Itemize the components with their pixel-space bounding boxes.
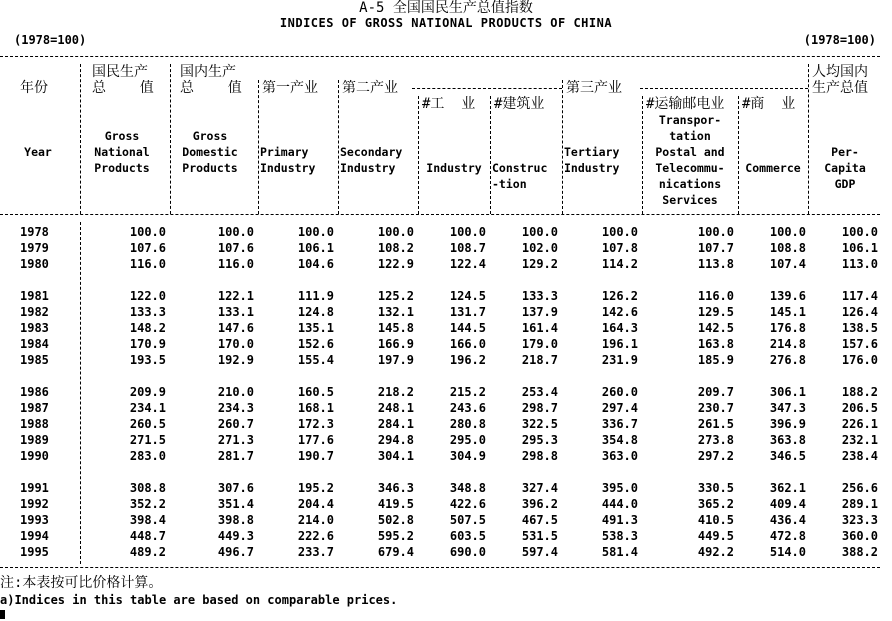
- table-row: [0, 512, 892, 528]
- row-value: 363.8: [769, 433, 806, 447]
- row-value: 129.2: [521, 257, 558, 271]
- table-row: [0, 240, 892, 256]
- row-year: 1994: [20, 529, 49, 543]
- secondary-subgroup-rule: [412, 88, 562, 89]
- row-value: 322.5: [521, 417, 558, 431]
- row-value: 449.3: [217, 529, 254, 543]
- row-value: 177.6: [297, 433, 334, 447]
- row-value: 164.3: [601, 321, 638, 335]
- row-year: 1989: [20, 433, 49, 447]
- row-value: 166.0: [449, 337, 486, 351]
- row-value: 209.7: [697, 385, 734, 399]
- row-year: 1992: [20, 497, 49, 511]
- row-value: 172.3: [297, 417, 334, 431]
- row-value: 472.8: [769, 529, 806, 543]
- row-value: 232.1: [841, 433, 878, 447]
- row-value: 179.0: [521, 337, 558, 351]
- table-bottom-rule: [0, 567, 880, 568]
- row-value: 256.6: [841, 481, 878, 495]
- row-value: 100.0: [601, 225, 638, 239]
- row-value: 243.6: [449, 401, 486, 415]
- row-value: 234.1: [129, 401, 166, 415]
- row-value: 304.9: [449, 449, 486, 463]
- row-value: 222.6: [297, 529, 334, 543]
- row-value: 166.9: [377, 337, 414, 351]
- table-row: [0, 448, 892, 464]
- row-value: 289.1: [841, 497, 878, 511]
- header-secondary-en: Secondary Industry: [340, 145, 403, 175]
- row-value: 185.9: [697, 353, 734, 367]
- table-row: [0, 224, 892, 240]
- table-row: [0, 544, 892, 560]
- row-value: 170.0: [217, 337, 254, 351]
- row-value: 363.0: [601, 449, 638, 463]
- row-value: 204.4: [297, 497, 334, 511]
- row-value: 100.0: [217, 225, 254, 239]
- col-divider: [738, 96, 739, 214]
- row-value: 176.8: [769, 321, 806, 335]
- row-value: 114.2: [601, 257, 638, 271]
- header-primary-cn: 第一产业: [262, 80, 318, 96]
- row-year: 1995: [20, 545, 49, 559]
- row-year: 1984: [20, 337, 49, 351]
- row-value: 323.3: [841, 513, 878, 527]
- row-value: 176.0: [841, 353, 878, 367]
- header-primary-en: Primary Industry: [260, 145, 316, 175]
- row-value: 347.3: [769, 401, 806, 415]
- row-value: 396.9: [769, 417, 806, 431]
- col-divider: [418, 96, 419, 214]
- row-value: 125.2: [377, 289, 414, 303]
- row-year: 1985: [20, 353, 49, 367]
- row-value: 352.2: [129, 497, 166, 511]
- row-value: 284.1: [377, 417, 414, 431]
- row-value: 145.8: [377, 321, 414, 335]
- row-value: 170.9: [129, 337, 166, 351]
- row-value: 192.9: [217, 353, 254, 367]
- row-value: 117.4: [841, 289, 878, 303]
- row-value: 281.7: [217, 449, 254, 463]
- row-value: 260.7: [217, 417, 254, 431]
- row-value: 144.5: [449, 321, 486, 335]
- footnote-english: a)Indices in this table are based on comparable prices.: [0, 593, 398, 607]
- table-row: [0, 256, 892, 272]
- row-value: 122.9: [377, 257, 414, 271]
- row-value: 502.8: [377, 513, 414, 527]
- table-row: [0, 432, 892, 448]
- row-value: 193.5: [129, 353, 166, 367]
- row-value: 297.4: [601, 401, 638, 415]
- row-value: 248.1: [377, 401, 414, 415]
- terminal-cursor: [0, 610, 5, 619]
- row-value: 253.4: [521, 385, 558, 399]
- col-divider: [562, 80, 563, 214]
- row-value: 108.7: [449, 241, 486, 255]
- row-value: 449.5: [697, 529, 734, 543]
- row-value: 409.4: [769, 497, 806, 511]
- row-value: 135.1: [297, 321, 334, 335]
- row-value: 597.4: [521, 545, 558, 559]
- row-value: 351.4: [217, 497, 254, 511]
- table-row: [0, 288, 892, 304]
- header-secondary-cn: 第二产业: [342, 80, 398, 96]
- row-value: 210.0: [217, 385, 254, 399]
- row-value: 226.1: [841, 417, 878, 431]
- row-value: 603.5: [449, 529, 486, 543]
- row-value: 142.6: [601, 305, 638, 319]
- row-value: 260.5: [129, 417, 166, 431]
- base-year-note-left: (1978=100): [14, 33, 87, 47]
- row-value: 496.7: [217, 545, 254, 559]
- row-value: 188.2: [841, 385, 878, 399]
- row-value: 126.2: [601, 289, 638, 303]
- row-value: 436.4: [769, 513, 806, 527]
- row-value: 595.2: [377, 529, 414, 543]
- row-value: 100.0: [297, 225, 334, 239]
- header-percapita-cn: 人均国内 生产总值: [812, 64, 868, 96]
- header-tertiary-en: Tertiary Industry: [564, 145, 620, 175]
- row-value: 107.7: [697, 241, 734, 255]
- row-value: 214.8: [769, 337, 806, 351]
- row-value: 113.0: [841, 257, 878, 271]
- header-bottom-rule: [0, 214, 880, 215]
- row-value: 690.0: [449, 545, 486, 559]
- row-year: 1988: [20, 417, 49, 431]
- row-value: 581.4: [601, 545, 638, 559]
- table-row: [0, 352, 892, 368]
- row-value: 354.8: [601, 433, 638, 447]
- row-value: 492.2: [697, 545, 734, 559]
- table-row: [0, 336, 892, 352]
- header-gnp-cn: 国民生产 总 值: [92, 64, 154, 96]
- header-transport-en: Transpor- tation Postal and Telecommu- nications Services: [655, 113, 725, 207]
- row-value: 133.1: [217, 305, 254, 319]
- row-value: 307.6: [217, 481, 254, 495]
- row-value: 122.0: [129, 289, 166, 303]
- row-value: 131.7: [449, 305, 486, 319]
- row-value: 197.9: [377, 353, 414, 367]
- row-value: 365.2: [697, 497, 734, 511]
- row-value: 304.1: [377, 449, 414, 463]
- row-year: 1987: [20, 401, 49, 415]
- row-value: 218.2: [377, 385, 414, 399]
- col-divider: [80, 64, 81, 214]
- row-value: 346.3: [377, 481, 414, 495]
- header-gdp-en: Gross Domestic Products: [182, 129, 238, 175]
- row-value: 467.5: [521, 513, 558, 527]
- row-value: 398.8: [217, 513, 254, 527]
- row-value: 218.7: [521, 353, 558, 367]
- row-value: 209.9: [129, 385, 166, 399]
- row-value: 133.3: [129, 305, 166, 319]
- row-value: 531.5: [521, 529, 558, 543]
- row-value: 273.8: [697, 433, 734, 447]
- row-value: 124.8: [297, 305, 334, 319]
- row-year: 1993: [20, 513, 49, 527]
- row-value: 491.3: [601, 513, 638, 527]
- tertiary-subgroup-rule: [640, 88, 808, 89]
- row-value: 100.0: [129, 225, 166, 239]
- row-value: 271.3: [217, 433, 254, 447]
- row-value: 538.3: [601, 529, 638, 543]
- row-value: 138.5: [841, 321, 878, 335]
- row-value: 102.0: [521, 241, 558, 255]
- row-value: 215.2: [449, 385, 486, 399]
- row-value: 107.6: [217, 241, 254, 255]
- row-value: 348.8: [449, 481, 486, 495]
- row-value: 100.0: [697, 225, 734, 239]
- row-value: 111.9: [297, 289, 334, 303]
- row-value: 330.5: [697, 481, 734, 495]
- row-value: 327.4: [521, 481, 558, 495]
- table-row: [0, 304, 892, 320]
- row-value: 152.6: [297, 337, 334, 351]
- row-value: 448.7: [129, 529, 166, 543]
- col-divider: [338, 80, 339, 214]
- table-title-chinese: A-5 全国国民生产总值指数: [359, 0, 533, 16]
- row-year: 1991: [20, 481, 49, 495]
- col-divider: [170, 64, 171, 214]
- row-value: 507.5: [449, 513, 486, 527]
- col-divider: [490, 96, 491, 214]
- row-year: 1980: [20, 257, 49, 271]
- row-value: 137.9: [521, 305, 558, 319]
- row-value: 108.2: [377, 241, 414, 255]
- header-commerce-cn: #商 业: [742, 96, 796, 112]
- row-year: 1979: [20, 241, 49, 255]
- row-value: 398.4: [129, 513, 166, 527]
- row-value: 126.4: [841, 305, 878, 319]
- row-value: 124.5: [449, 289, 486, 303]
- table-row: [0, 480, 892, 496]
- row-value: 196.1: [601, 337, 638, 351]
- table-row: [0, 400, 892, 416]
- row-value: 231.9: [601, 353, 638, 367]
- row-year: 1986: [20, 385, 49, 399]
- row-year: 1983: [20, 321, 49, 335]
- row-value: 106.1: [841, 241, 878, 255]
- row-value: 514.0: [769, 545, 806, 559]
- row-value: 145.1: [769, 305, 806, 319]
- row-value: 444.0: [601, 497, 638, 511]
- row-value: 346.5: [769, 449, 806, 463]
- row-value: 190.7: [297, 449, 334, 463]
- header-tertiary-cn: 第三产业: [566, 80, 622, 96]
- header-top-rule: [0, 56, 880, 57]
- row-year: 1981: [20, 289, 49, 303]
- row-value: 295.3: [521, 433, 558, 447]
- row-value: 107.4: [769, 257, 806, 271]
- footnote-chinese: 注:本表按可比价格计算。: [0, 575, 163, 591]
- row-value: 196.2: [449, 353, 486, 367]
- row-value: 161.4: [521, 321, 558, 335]
- row-value: 108.8: [769, 241, 806, 255]
- header-industry-en: Industry: [426, 161, 482, 175]
- row-value: 422.6: [449, 497, 486, 511]
- header-construction-en: Construc -tion: [492, 161, 548, 191]
- row-value: 113.8: [697, 257, 734, 271]
- row-value: 100.0: [841, 225, 878, 239]
- row-value: 116.0: [217, 257, 254, 271]
- header-commerce-en: Commerce: [745, 161, 801, 175]
- row-value: 362.1: [769, 481, 806, 495]
- table-title-english: INDICES OF GROSS NATIONAL PRODUCTS OF CHINA: [279, 16, 613, 30]
- header-gnp-en: Gross National Products: [94, 129, 150, 175]
- row-value: 388.2: [841, 545, 878, 559]
- row-value: 133.3: [521, 289, 558, 303]
- row-value: 410.5: [697, 513, 734, 527]
- row-value: 100.0: [769, 225, 806, 239]
- row-value: 297.2: [697, 449, 734, 463]
- col-divider: [808, 64, 809, 214]
- row-value: 122.1: [217, 289, 254, 303]
- row-value: 100.0: [449, 225, 486, 239]
- row-value: 298.8: [521, 449, 558, 463]
- row-value: 100.0: [377, 225, 414, 239]
- row-value: 160.5: [297, 385, 334, 399]
- row-value: 234.3: [217, 401, 254, 415]
- row-value: 294.8: [377, 433, 414, 447]
- row-value: 106.1: [297, 241, 334, 255]
- table-row: [0, 416, 892, 432]
- row-value: 157.6: [841, 337, 878, 351]
- row-value: 308.8: [129, 481, 166, 495]
- row-value: 489.2: [129, 545, 166, 559]
- row-value: 280.8: [449, 417, 486, 431]
- table-row: [0, 320, 892, 336]
- row-value: 395.0: [601, 481, 638, 495]
- row-value: 419.5: [377, 497, 414, 511]
- row-value: 260.0: [601, 385, 638, 399]
- row-year: 1990: [20, 449, 49, 463]
- row-value: 283.0: [129, 449, 166, 463]
- row-value: 107.8: [601, 241, 638, 255]
- row-value: 230.7: [697, 401, 734, 415]
- row-year: 1982: [20, 305, 49, 319]
- header-industry-cn: #工 业: [422, 96, 476, 112]
- row-value: 238.4: [841, 449, 878, 463]
- row-value: 261.5: [697, 417, 734, 431]
- table-row: [0, 496, 892, 512]
- row-value: 206.5: [841, 401, 878, 415]
- row-value: 129.5: [697, 305, 734, 319]
- header-transport-cn: #运输邮电业: [646, 96, 725, 112]
- row-value: 142.5: [697, 321, 734, 335]
- header-year-en: Year: [24, 145, 52, 159]
- row-value: 147.6: [217, 321, 254, 335]
- table-row: [0, 528, 892, 544]
- header-percapita-en: Per- Capita GDP: [824, 145, 866, 191]
- row-value: 107.6: [129, 241, 166, 255]
- row-value: 679.4: [377, 545, 414, 559]
- row-value: 396.2: [521, 497, 558, 511]
- row-value: 233.7: [297, 545, 334, 559]
- header-gdp-cn: 国内生产 总 值: [180, 64, 242, 96]
- header-year-cn: 年份: [20, 80, 48, 96]
- row-value: 214.0: [297, 513, 334, 527]
- row-value: 298.7: [521, 401, 558, 415]
- row-value: 155.4: [297, 353, 334, 367]
- row-value: 360.0: [841, 529, 878, 543]
- base-year-note-right: (1978=100): [803, 33, 876, 47]
- row-value: 271.5: [129, 433, 166, 447]
- col-divider: [642, 96, 643, 214]
- row-value: 276.8: [769, 353, 806, 367]
- row-value: 148.2: [129, 321, 166, 335]
- row-value: 295.0: [449, 433, 486, 447]
- row-year: 1978: [20, 225, 49, 239]
- row-value: 195.2: [297, 481, 334, 495]
- row-value: 163.8: [697, 337, 734, 351]
- row-value: 139.6: [769, 289, 806, 303]
- row-value: 116.0: [697, 289, 734, 303]
- row-value: 168.1: [297, 401, 334, 415]
- row-value: 122.4: [449, 257, 486, 271]
- row-value: 104.6: [297, 257, 334, 271]
- col-divider: [258, 80, 259, 214]
- header-construction-cn: #建筑业: [494, 96, 545, 112]
- row-value: 336.7: [601, 417, 638, 431]
- row-value: 132.1: [377, 305, 414, 319]
- row-value: 100.0: [521, 225, 558, 239]
- table-row: [0, 384, 892, 400]
- row-value: 116.0: [129, 257, 166, 271]
- row-value: 306.1: [769, 385, 806, 399]
